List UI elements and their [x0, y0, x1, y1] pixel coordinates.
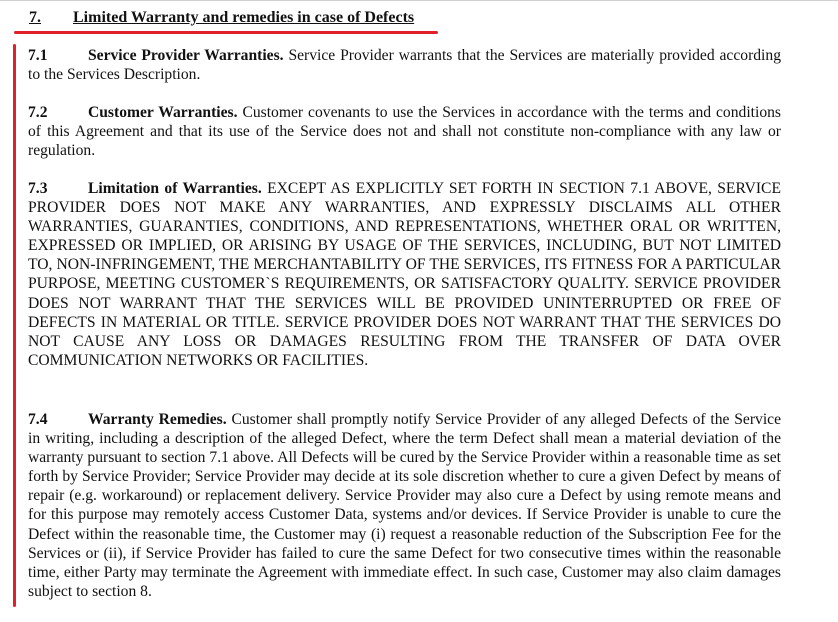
section-heading: [29, 8, 414, 28]
clause-text: Customer covenants to use the Services in accordance with the terms and conditions of this Agreement and that its use of the Service does not and shall not constitute non-compliance with any law or regulation.: [28, 104, 781, 160]
clause-title: Service Provider Warranties.: [88, 47, 284, 64]
clause-title: Limitation of Warranties.: [88, 180, 262, 197]
clause-7-3: [28, 179, 781, 370]
clause-7-1: [28, 46, 781, 84]
heading-title: Limited Warranty and remedies in case of Defects: [73, 9, 415, 26]
clause-text: EXCEPT AS EXPLICITLY SET FORTH IN SECTION 7.1 ABOVE, SERVICE PROVIDER DOES NOT MAKE ANY WARRANTIES, AND EXPRESSLY DISCLAIMS ALL OTHER WARRANTIES, GUARANTIES, CONDITIONS, AND REPRESENTATIONS, WHETHER ORAL OR WRITTEN, EXPRESSED OR IMPLIED, OR ARISING BY USAGE OF THE SERVICES, INCLUDING, BUT NOT LIMITED TO, NON-INFRINGEMENT, THE MERCHANTABILITY OF THE SERVICES, ITS FITNESS FOR A PARTICULAR PURPOSE, MEETING CUSTOMER`S REQUIREMENTS, OR SATISFACTORY QUALITY. SERVICE PROVIDER DOES NOT WARRANT THAT THE SERVICES WILL BE PROVIDED UNINTERRUPTED OR FREE OF DEFECTS IN MATERIAL OR TITLE. SERVICE PROVIDER DOES NOT WARRANT THAT THE SERVICES DO NOT CAUSE ANY LOSS OR DAMAGES RESULTING FROM THE TRANSFER OF DATA OVER COMMUNICATION NETWORKS OR FACILITIES.: [28, 180, 781, 369]
clause-7-2: [28, 103, 781, 160]
red-underline-annotation: [14, 31, 438, 34]
clause-number: 7.3: [28, 180, 48, 197]
clause-number: 7.4: [28, 411, 48, 428]
heading-number: 7.: [29, 9, 41, 26]
clause-number: 7.1: [28, 47, 48, 64]
red-sidebar-annotation: [13, 44, 16, 607]
clause-7-4: [28, 410, 781, 601]
clause-title: Warranty Remedies.: [88, 411, 227, 428]
clause-number: 7.2: [28, 104, 48, 121]
clause-title: Customer Warranties.: [88, 104, 238, 121]
page-top-border: [0, 0, 838, 1]
clause-text: Customer shall promptly notify Service Provider of any alleged Defects of the Service in writing, including a description of the alleged Defect, where the term Defect shall mean a material deviation of the warranty pursuant to section 7.1 above. All Defects will be cured by the Service Provider within a reasonable time as set forth by Service Provider; Service Provider may decide at its sole discretion whether to cure a given Defect by means of repair (e.g. workaround) or replacement delivery. Service Provider may also cure a Defect by using remote means and for this purpose may remotely access Customer Data, systems and/or devices. If Service Provider is unable to cure the Defect within the reasonable time, the Customer may (i) request a reasonable reduction of the Subscription Fee for the Services or (ii), if Service Provider has failed to cure the same Defect for two consecutive times within the reasonable time, either Party may terminate the Agreement with immediate effect. In such case, Customer may also claim damages subject to section 8.: [28, 411, 781, 600]
clause-text: Service Provider warrants that the Services are materially provided according to the Services Description.: [28, 47, 781, 84]
